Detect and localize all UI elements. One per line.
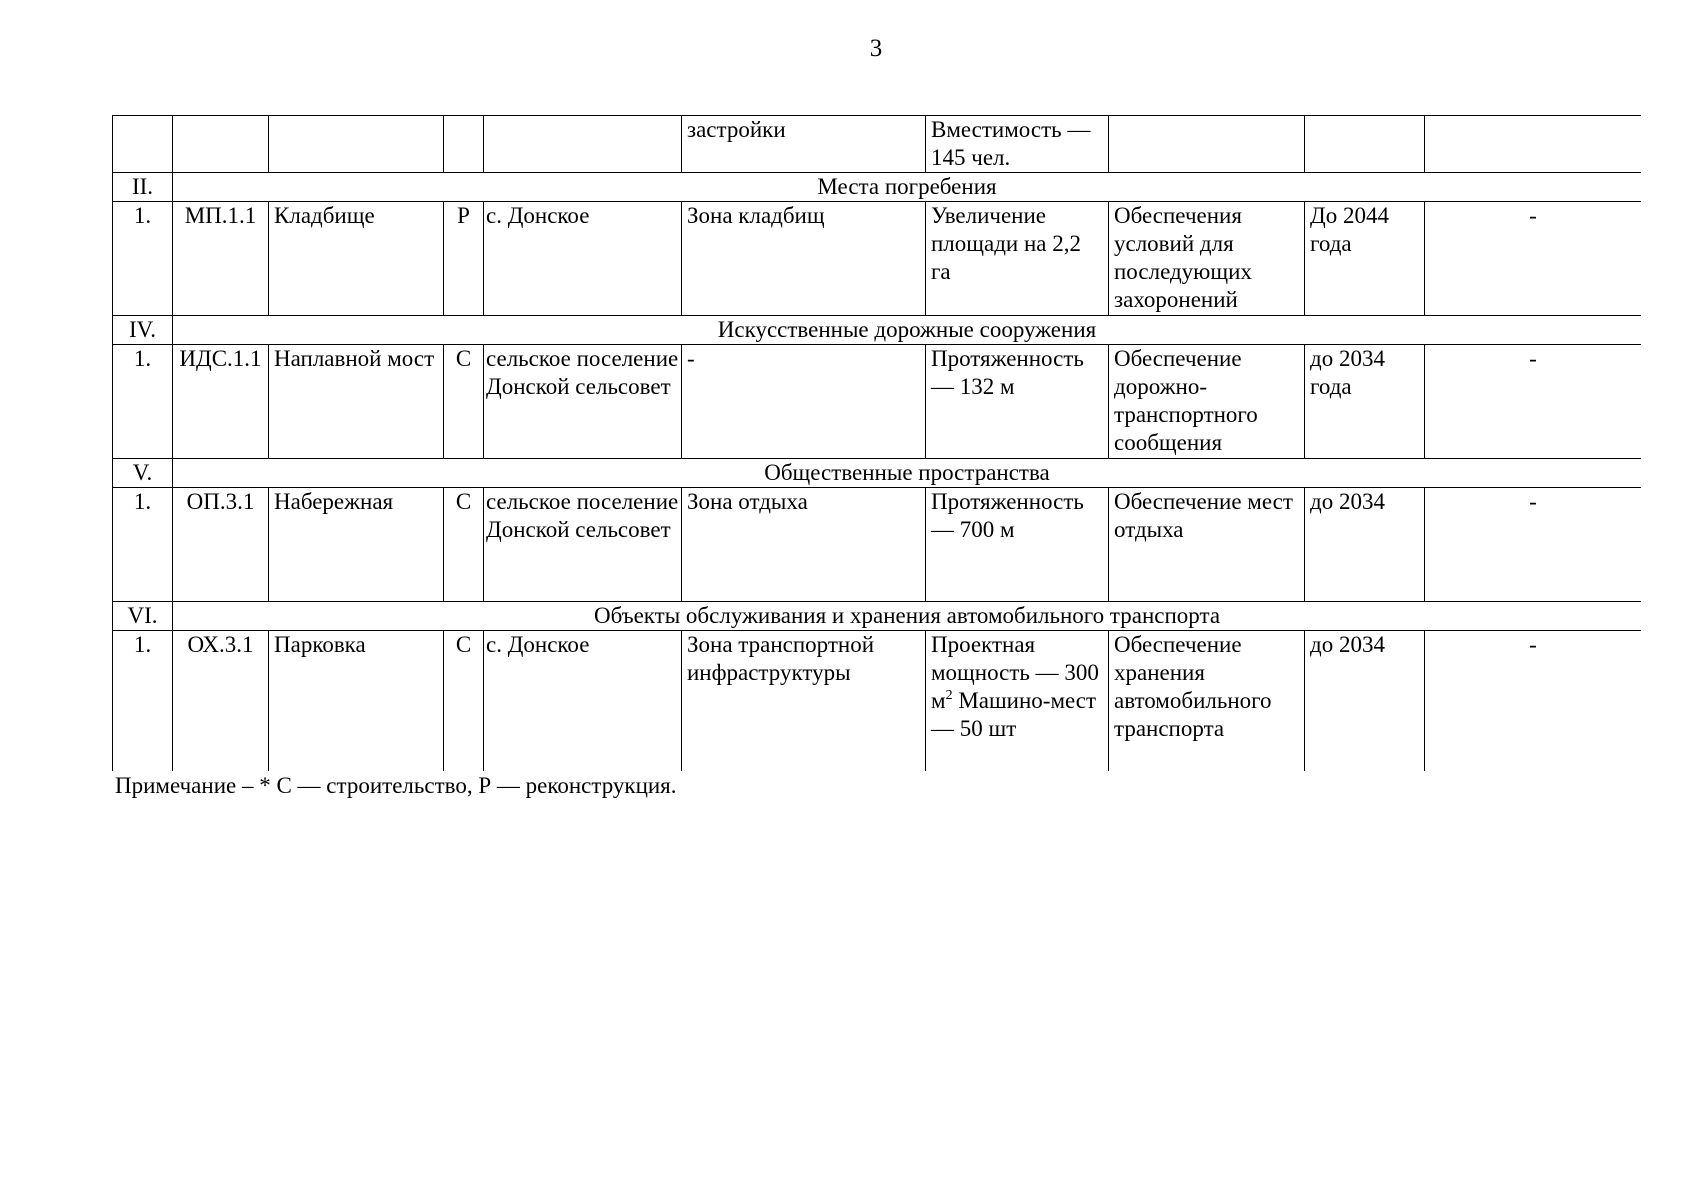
- cell-name: Наплавной мост: [269, 345, 444, 459]
- cell-extra: -: [1425, 202, 1642, 316]
- cell-name: Кладбище: [269, 202, 444, 316]
- cell-location: с. Донское: [484, 202, 682, 316]
- cell-name: Парковка: [269, 631, 444, 772]
- cell-params: Увеличение площади на 2,2 га: [926, 202, 1109, 316]
- cell-zone: Зона транспортной инфраструктуры: [682, 631, 926, 772]
- table-row: [113, 631, 1642, 772]
- section-header: [113, 459, 1642, 488]
- cell-number: 1.: [113, 345, 173, 459]
- cell-deadline: до 2034: [1305, 631, 1425, 772]
- cell-type: Р: [444, 202, 484, 316]
- cell-type: С: [444, 488, 484, 602]
- cell-extra: -: [1425, 488, 1642, 602]
- cell-name: Набережная: [269, 488, 444, 602]
- table-row: [113, 116, 1642, 173]
- section-header: [113, 316, 1642, 345]
- cell-type: С: [444, 345, 484, 459]
- cell-code: ОП.3.1: [173, 488, 269, 602]
- section-title: Места погребения: [173, 173, 1642, 202]
- table-row: [113, 202, 1642, 316]
- section-header: [113, 173, 1642, 202]
- table-row: [113, 488, 1642, 602]
- cell-purpose: Обеспечения условий для последующих захоронений: [1109, 202, 1305, 316]
- cell-number: 1.: [113, 488, 173, 602]
- cell-location: сельское поселение Донской сельсовет: [484, 488, 682, 602]
- cell-zone: -: [682, 345, 926, 459]
- section-number: IV.: [113, 316, 173, 345]
- cell-params: Протяженность — 132 м: [926, 345, 1109, 459]
- cell-extra: -: [1425, 345, 1642, 459]
- cell-code: МП.1.1: [173, 202, 269, 316]
- section-number: VI.: [113, 602, 173, 631]
- cell-number: 1.: [113, 202, 173, 316]
- cell-params: Протяженность — 700 м: [926, 488, 1109, 602]
- cell-deadline: до 2034: [1305, 488, 1425, 602]
- cell-deadline: До 2044 года: [1305, 202, 1425, 316]
- cell-location: сельское поселение Донской сельсовет: [484, 345, 682, 459]
- cell-purpose: Обеспечение дорожно-транспортного сообщения: [1109, 345, 1305, 459]
- footnote: Примечание – * С — строительство, Р — реконструкция.: [115, 773, 677, 798]
- cell-zone: Зона отдыха: [682, 488, 926, 602]
- cell-code: ОХ.3.1: [173, 631, 269, 772]
- section-title: Общественные пространства: [173, 459, 1642, 488]
- page-number: 3: [869, 35, 883, 62]
- objects-table: [112, 115, 1641, 771]
- cell-code: ИДС.1.1: [173, 345, 269, 459]
- objects-table-container: [112, 115, 1641, 771]
- cell-zone: Зона кладбищ: [682, 202, 926, 316]
- table-row: [113, 345, 1642, 459]
- cell-purpose: Обеспечение мест отдыха: [1109, 488, 1305, 602]
- cell-extra: -: [1425, 631, 1642, 772]
- cell-number: 1.: [113, 631, 173, 772]
- section-title: Искусственные дорожные сооружения: [173, 316, 1642, 345]
- section-number: V.: [113, 459, 173, 488]
- section-header: [113, 602, 1642, 631]
- cell-params: Вместимость — 145 чел.: [926, 116, 1109, 173]
- cell-deadline: до 2034 года: [1305, 345, 1425, 459]
- section-number: II.: [113, 173, 173, 202]
- cell-location: с. Донское: [484, 631, 682, 772]
- section-title: Объекты обслуживания и хранения автомобильного транспорта: [173, 602, 1642, 631]
- cell-type: С: [444, 631, 484, 772]
- cell-purpose: Обеспечение хранения автомобильного транспорта: [1109, 631, 1305, 772]
- cell-zone: застройки: [682, 116, 926, 173]
- cell-params: Проектная мощность — 300 $м^2$ Машино-мест — 50 шт: [926, 631, 1109, 772]
